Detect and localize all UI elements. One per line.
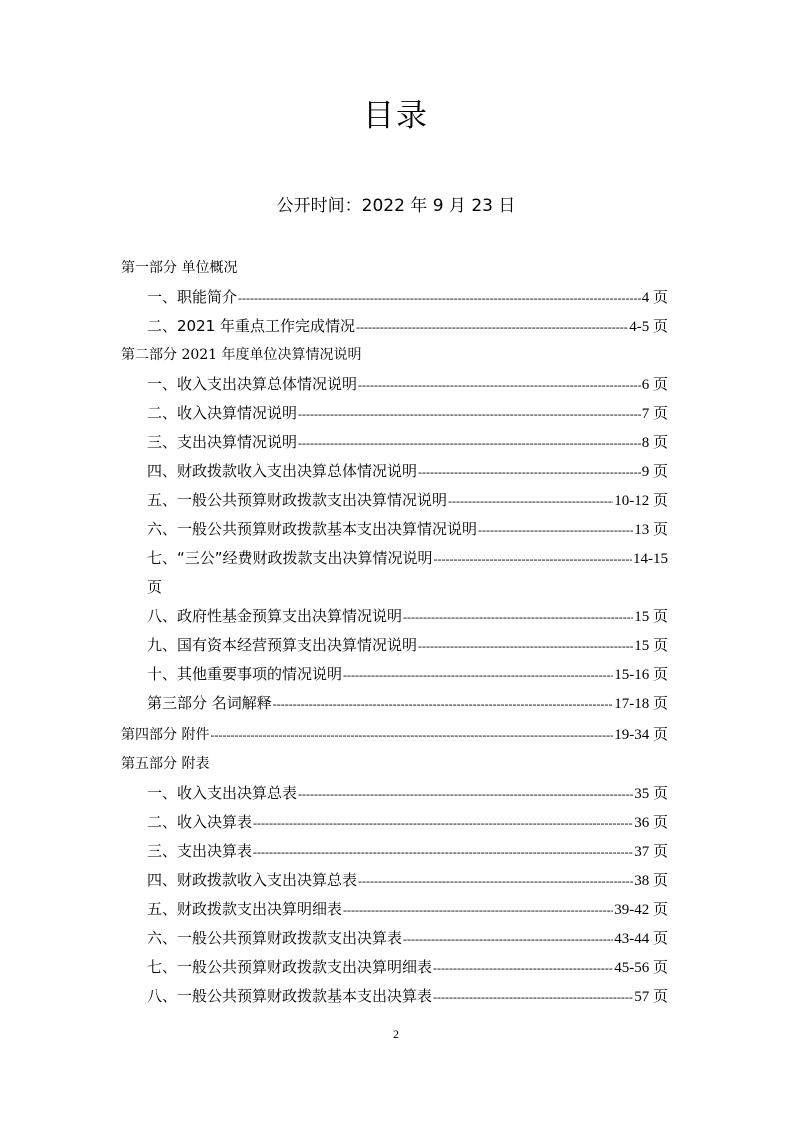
toc-dot-leader: [273, 693, 613, 715]
toc-dot-leader: [238, 287, 641, 309]
toc-entry-page: 15-16 页: [614, 667, 668, 683]
toc-dot-leader: [343, 664, 613, 686]
toc-entry[interactable]: [121, 724, 668, 746]
toc-dot-leader: [298, 403, 641, 425]
toc-entry-page: 6 页: [641, 377, 668, 393]
toc-entry-label: 八、一般公共预算财政拨款基本支出决算表: [147, 987, 433, 1005]
toc-entry-label: 第四部分 附件: [121, 727, 210, 743]
toc-entry[interactable]: [121, 257, 237, 279]
toc-entry-label: 一、职能简介: [147, 288, 238, 306]
toc-entry-page: 35 页: [634, 786, 668, 802]
toc-entry-label: 五、一般公共预算财政拨款支出决算情况说明: [147, 491, 448, 509]
toc-entry-label: 二、2021 年重点工作完成情况: [147, 317, 355, 335]
toc-entry[interactable]: [147, 663, 668, 686]
toc-entry[interactable]: [147, 373, 668, 396]
toc-entry[interactable]: [147, 956, 668, 979]
toc-entry-label: 第一部分 单位概况: [121, 260, 238, 276]
toc-entry[interactable]: [147, 402, 668, 425]
toc-dot-leader: [433, 986, 633, 1008]
toc-entry-page: 43-44 页: [614, 931, 668, 947]
toc-dot-leader: [253, 812, 633, 834]
toc-entry-label: 二、收入决算表: [147, 813, 253, 831]
toc-entry[interactable]: [147, 869, 668, 892]
toc-entry-page: 4-5 页: [629, 319, 668, 335]
toc-entry-page: 57 页: [634, 989, 668, 1005]
toc-entry[interactable]: [147, 782, 668, 805]
toc-entry-label: 六、一般公共预算财政拨款支出决算表: [147, 929, 403, 947]
toc-entry[interactable]: [147, 518, 668, 541]
toc-entry-label: 第五部分 附表: [121, 756, 210, 772]
toc-entry-label: 第三部分 名词解释: [147, 694, 272, 712]
toc-entry[interactable]: [147, 811, 668, 834]
toc-entry-page: 45-56 页: [614, 960, 668, 976]
toc-entry-page: 8 页: [641, 435, 668, 451]
toc-entry-label: 一、收入支出决算总体情况说明: [147, 375, 358, 393]
toc-entry-label: 页: [147, 578, 163, 596]
toc-entry-label: 七、一般公共预算财政拨款支出决算明细表: [147, 958, 433, 976]
toc-entry-page: 9 页: [641, 464, 668, 480]
toc-entry[interactable]: [147, 286, 668, 309]
toc-dot-leader: [298, 783, 633, 805]
toc-entry-label: 三、支出决算情况说明: [147, 433, 298, 451]
toc-entry-page: 39-42 页: [614, 902, 668, 918]
toc-entry[interactable]: [147, 547, 668, 570]
toc-dot-leader: [253, 841, 633, 863]
toc-entry[interactable]: [147, 431, 668, 454]
toc-entry-page: 14-15: [633, 551, 668, 567]
toc-entry-page: 15 页: [634, 638, 668, 654]
toc-entry-label: 一、收入支出决算总表: [147, 784, 298, 802]
toc-entry[interactable]: [121, 344, 362, 366]
toc-dot-leader: [358, 374, 641, 396]
toc-dot-leader: [210, 724, 613, 746]
publish-date: 公开时间：2022 年 9 月 23 日: [276, 196, 516, 216]
toc-entry[interactable]: [147, 605, 668, 628]
toc-entry-page: 4 页: [641, 290, 668, 306]
toc-entry-page: 37 页: [634, 844, 668, 860]
toc-entry-page: 10-12 页: [614, 493, 668, 509]
toc-entry[interactable]: [121, 753, 209, 775]
toc-dot-leader: [418, 635, 633, 657]
toc-dot-leader: [298, 432, 641, 454]
toc-entry-page: 13 页: [634, 522, 668, 538]
toc-entry-page: 36 页: [634, 815, 668, 831]
toc-entry-label: 第二部分 2021 年度单位决算情况说明: [121, 347, 362, 363]
page-number: 2: [393, 1027, 399, 1041]
toc-dot-leader: [343, 899, 613, 921]
toc-entry-page: 7 页: [641, 406, 668, 422]
toc-entry-page: 15 页: [634, 609, 668, 625]
toc-entry[interactable]: [147, 898, 668, 921]
toc-dot-leader: [358, 870, 633, 892]
toc-dot-leader: [448, 490, 613, 512]
toc-dot-leader: [418, 461, 641, 483]
toc-entry-label: 十、其他重要事项的情况说明: [147, 665, 343, 683]
toc-dot-leader: [433, 957, 613, 979]
toc-entry[interactable]: [147, 692, 668, 715]
toc-entry[interactable]: [147, 985, 668, 1008]
toc-dot-leader: [356, 316, 628, 338]
toc-entry[interactable]: [147, 927, 668, 950]
toc-dot-leader: [478, 519, 633, 541]
toc-entry[interactable]: [147, 634, 668, 657]
toc-entry[interactable]: [147, 840, 668, 863]
toc-entry-label: 三、支出决算表: [147, 842, 253, 860]
toc-entry-label: 二、收入决算情况说明: [147, 404, 298, 422]
toc-entry-label: 六、一般公共预算财政拨款基本支出决算情况说明: [147, 520, 478, 538]
toc-entry[interactable]: [147, 315, 668, 338]
toc-entry-page: 17-18 页: [614, 696, 668, 712]
toc-entry-label: 七、“三公”经费财政拨款支出决算情况说明: [147, 549, 433, 567]
toc-dot-leader: [434, 548, 632, 570]
toc-entry-label: 九、国有资本经营预算支出决算情况说明: [147, 636, 418, 654]
toc-entry[interactable]: [147, 460, 668, 483]
toc-entry-label: 四、财政拨款收入支出决算总表: [147, 871, 358, 889]
toc-entry[interactable]: [147, 576, 162, 598]
toc-entry-page: 38 页: [634, 873, 668, 889]
toc-dot-leader: [403, 928, 613, 950]
toc-entry-label: 八、政府性基金预算支出决算情况说明: [147, 607, 403, 625]
toc-entry-label: 四、财政拨款收入支出决算总体情况说明: [147, 462, 418, 480]
toc-dot-leader: [403, 606, 633, 628]
toc-entry-page: 19-34 页: [614, 727, 668, 743]
toc-entry-label: 五、财政拨款支出决算明细表: [147, 900, 343, 918]
toc-entry[interactable]: [147, 489, 668, 512]
page-title: 目录: [363, 98, 429, 134]
